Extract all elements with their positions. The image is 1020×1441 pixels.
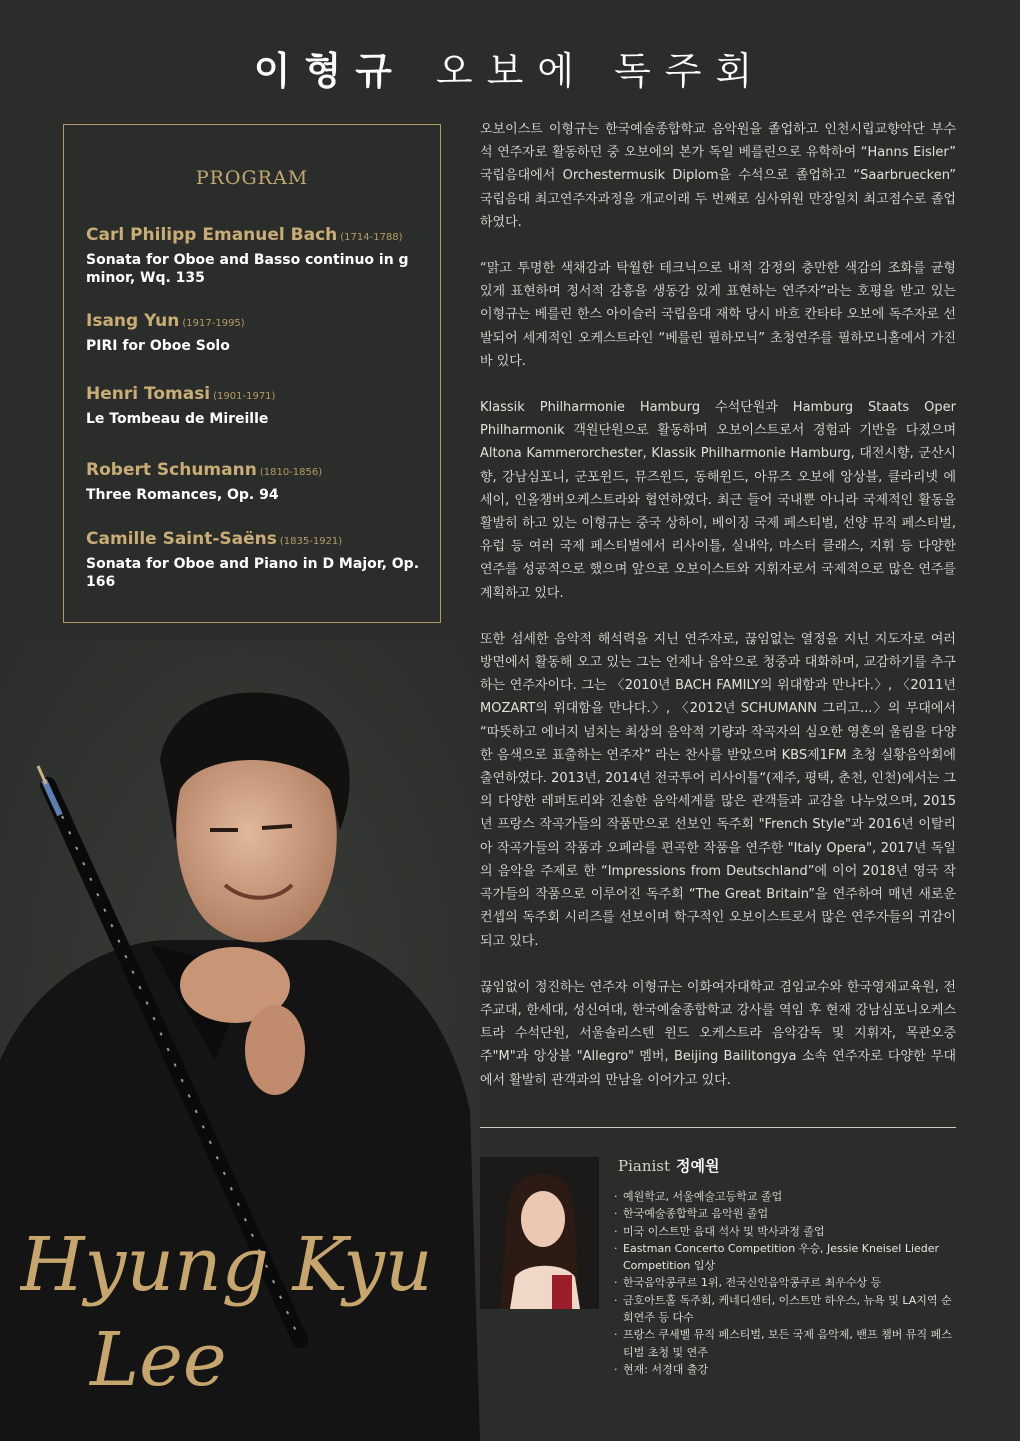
career-item: · 현재: 서경대 출강 [614,1361,956,1378]
composer-name: Henri Tomasi (1901-1971) [86,384,276,404]
pianist-name: 정예원 [676,1157,720,1175]
work-title: Sonata for Oboe and Basso continuo in g minor, Wq. 135 [86,252,409,286]
career-item: · Eastman Concerto Competition 우승, Jessie Kneisel Lieder Competition 입상 [614,1240,956,1275]
career-item: · 한국음악콩쿠르 1위, 전국신인음악콩쿠르 최우수상 등 [614,1274,956,1291]
program-piece [86,528,431,591]
composer-years: (1917-1995) [182,318,245,329]
signature-line-2: Lee [90,1317,227,1403]
composer-name: Carl Philipp Emanuel Bach (1714-1788) [86,225,403,245]
pianist-photo [480,1157,599,1309]
bio-paragraph: 끊임없이 정진하는 연주자 이형규는 이화여자대학교 겸임교수와 한국영재교육원, 전주교대, 한세대, 성신여대, 한국예술종합학교 강사를 역임 후 현재 강남심포니오케스트라 수석단원, 서울솔리스텐 윈드 오케스트라 음악감독 및 지휘자, 목관오중주"M"과 앙상블 "Allegro" 멤버, Beijing Bailitongya 소속 연주자로 다양한 무대에서 활발히 관객과의 만남을 이어가고 있다. [480,979,956,1088]
work-title: Le Tombeau de Mireille [86,411,269,427]
program-box [63,124,441,623]
composer-years: (1714-1788) [340,232,403,243]
program-piece [86,310,431,355]
work-title: PIRI for Oboe Solo [86,338,230,354]
bio-paragraph: 또한 섬세한 음악적 해석력을 지닌 연주자로, 끊임없는 열정을 지닌 지도자로 여러 방면에서 활동해 오고 있는 그는 언제나 음악으로 청중과 대화하며, 교감하기를 추구하는 연주자이다. 그는 〈2010년 BACH FAMILY의 위대함과 만나다.〉, 〈2011년 MOZART의 위대함을 만나다.〉, 〈2012년 SCHUMANN 그리고...〉의 무대에서 “따뜻하고 에너지 넘치는 최상의 음악적 기량과 작곡자의 심오한 영혼의 울림을 다양한 음색으로 표출하는 연주자” 라는 찬사를 받았으며 KBS제1FM 초청 실황음악회에 출연하였다. 2013년, 2014년 전국투어 리사이틀“(제주, 평택, 춘천, 인천)에서는 그의 다양한 레퍼토리와 진솔한 음악세계를 많은 관객들과 교감을 나누었으며, 2015년 프랑스 작곡가들의 작품만으로 선보인 독주회 "French Style"과 2016년 이탈리아 작곡가들의 작품과 오페라를 편곡한 작품을 연주한 "Italy Opera", 2017년 독일의 음악을 주제로 한 “Impressions from Deutschland”에 이어 2018년 영국 작곡가들의 작품으로 이루어진 독주회 “The Great Britain”을 연주하여 매년 새로운 컨셉의 독주회 시리즈를 선보이며 학구적인 오보이스트로서 많은 연주자들의 귀감이 되고 있다. [480,631,956,949]
bio-paragraph: Klassik Philharmonie Hamburg 수석단원과 Hamburg Staats Oper Philharmonik 객원단원으로 활동하며 오보이스트로서 경험과 기반을 다졌으며 Altona Kammerorchester, Klassik Philharmonie Hamburg, 대전시향, 군산시향, 강남심포니, 군포윈드, 뮤즈윈드, 동해윈드, 아뮤즈 오보에 앙상블, 클라리넷 에세이, 인올챔버오케스트라와 협연하였다. 최근 들어 국내뿐 아니라 국제적인 활동을 활발히 하고 있는 이형규는 중국 상하이, 베이징 국제 페스티벌, 선양 뮤직 페스티벌, 유럽 등 여러 국제 페스티벌에서 리사이틀, 실내악, 마스터 클래스, 지휘 등 다양한 연주를 성공적으로 했으며 앞으로 오보이스트와 지휘자로서 국제적으로 많은 연주를 계획하고 있다. [480,400,956,601]
composer-name: Robert Schumann (1810-1856) [86,460,323,480]
composer-name: Camille Saint-Saëns (1835-1921) [86,529,343,549]
signature-line-1: Hyung Kyu [20,1222,433,1308]
work-title: Sonata for Oboe and Piano in D Major, Op. 166 [86,556,420,590]
pianist-label: Pianist [618,1157,671,1175]
divider [480,1127,956,1128]
program-heading: PROGRAM [195,167,309,189]
program-piece [86,224,431,287]
career-item: · 미국 이스트만 음대 석사 및 박사과정 졸업 [614,1223,956,1240]
program-piece [86,383,431,428]
bio-paragraph: 오보이스트 이형규는 한국예술종합학교 음악원을 졸업하고 인천시립교향악단 부수석 연주자로 활동하던 중 오보에의 본가 독일 베를린으로 유학하여 “Hanns Eisler” 국립음대에서 Orchestermusik Diplom을 수석으로 졸업하고 “Saarbruecken” 국립음대 최고연주자과정을 개교이래 두 번째로 심사위원 만장일치 최고점수로 졸업하였다. [480,122,956,230]
career-item: · 프랑스 쿠세벨 뮤직 페스티벌, 보든 국제 음악제, 밴프 챔버 뮤직 페스티벌 초청 및 연주 [614,1326,956,1361]
page-title [0,40,1020,95]
signature [20,1200,490,1420]
work-title: Three Romances, Op. 94 [86,487,279,503]
pianist-heading [618,1155,720,1176]
program-piece [86,459,431,504]
composer-years: (1810-1856) [259,467,323,478]
composer-name: Isang Yun (1917-1995) [86,311,245,331]
pianist-career-list [614,1188,956,1378]
composer-years: (1835-1921) [279,536,343,547]
title-rest: 오보에 독주회 [435,49,767,93]
career-item: · 예원학교, 서울예술고등학교 졸업 [614,1188,956,1205]
composer-years: (1901-1971) [213,391,276,402]
bio-paragraph: “맑고 투명한 색채감과 탁월한 테크닉으로 내적 감정의 충만한 색감의 조화를 균형 있게 표현하며 정서적 감흥을 생동감 있게 표현하는 연주자”라는 호평을 받고 있는 이형규는 베를린 한스 아이슬러 국립음대 재학 당시 바흐 칸타타 오보에 독주자로 선발되어 세계적인 오케스트라인 “베를린 필하모닉” 초청연주를 필하모니홀에서 가진바 있다. [480,261,956,369]
career-item: · 금호아트홀 독주회, 케네디센터, 이스트만 하우스, 뉴욕 및 LA지역 순회연주 등 다수 [614,1292,956,1327]
title-name: 이형규 [253,49,406,93]
biography [480,118,956,1115]
career-item: · 한국예술종합학교 음악원 졸업 [614,1205,956,1222]
